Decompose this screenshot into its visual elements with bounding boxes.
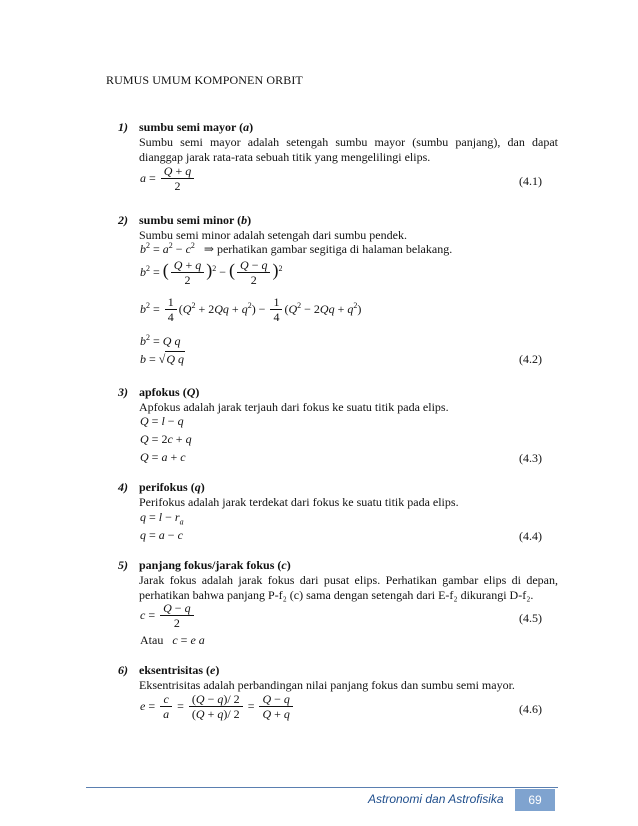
equation-4-3: Q = a + c (140, 450, 186, 464)
section-description: Perifokus adalah jarak terdekat dari fokus ke suatu titik pada elips. (139, 495, 459, 509)
section-number: 4) (118, 480, 128, 494)
section-description: Jarak fokus adalah jarak fokus dari pusat elips. Perhatikan gambar elips di depan, perhatikan bahwa panjang P-f₂ (c) sama dengan setengah dari E-f₂ dikurangi D-f₂. (139, 573, 558, 602)
equation-4-2: b = √Q q (140, 352, 185, 366)
section-variable: q (194, 480, 201, 494)
equation-number: (4.1) (519, 174, 542, 188)
section-number: 6) (118, 663, 128, 677)
equation-b-squared: $b^2$ = ( $\frac{Q + q}{2}$ )$^2$ − ( $\frac{Q - q}{2}$ )$^2$ (140, 258, 283, 287)
section-name: perifokus (139, 480, 188, 494)
equation-note: perhatikan gambar segitiga di halaman belakang. (216, 242, 453, 256)
section-name: panjang fokus/jarak fokus (139, 558, 275, 572)
equation-4-1: a = $\frac{Q + q}{2}$ (140, 165, 196, 193)
section-variable: a (243, 120, 250, 134)
equation-b-expanded: $b^2$ = $\frac{1}{4}$ $(Q^2 + 2Qq + q^2)$ − $\frac{1}{4}$ $(Q^2 - 2Qq + q^2)$ (140, 295, 362, 324)
section-description: Sumbu semi minor adalah setengah dari sumbu pendek. (139, 228, 407, 242)
section-number: 3) (118, 385, 128, 399)
section-number: 1) (118, 120, 128, 134)
equation-c-ea: Atau c = e a (140, 633, 205, 647)
section-name: eksentrisitas (139, 663, 203, 677)
equation-q-1: $q = l - r_a$ (140, 510, 184, 527)
section-description: Apfokus adalah jarak terjauh dari fokus ke suatu titik pada elips. (139, 400, 449, 414)
section-semi-major: 1) sumbu semi mayor (a) Sumbu semi mayor adalah setengah sumbu mayor (sumbu panjang), dan dapat dianggap jarak rata-rata sebuah titik yang mengelilingi elips. (118, 120, 558, 164)
equation-b-qq: $b^2 = Q$ q (140, 333, 181, 348)
section-number: 2) (118, 213, 128, 227)
section-focal-length: 5) panjang fokus/jarak fokus (c) Jarak fokus adalah jarak fokus dari pusat elips. Perhatikan gambar elips di depan, perhatikan bahwa panjang P-f₂ (c) sama dengan setengah dari E-f₂ dikurangi D-f₂. (118, 558, 558, 602)
equation-number: (4.2) (519, 352, 542, 366)
section-perifokus: 4) perifokus (q) Perifokus adalah jarak terdekat dari fokus ke suatu titik pada elips. (118, 480, 558, 510)
section-variable: e (210, 663, 216, 677)
footer-book-title: Astronomi dan Astrofisika (368, 792, 504, 806)
section-semi-minor: 2) sumbu semi minor (b) Sumbu semi minor adalah setengah dari sumbu pendek. (118, 213, 558, 243)
section-number: 5) (118, 558, 128, 572)
section-variable: Q (186, 385, 196, 399)
equation-pythagoras: $b^2 = a^2 - c^2$ ⇒ perhatikan gambar segitiga di halaman belakang. (140, 241, 453, 256)
page-title: RUMUS UMUM KOMPONEN ORBIT (106, 73, 303, 87)
equation-4-5: c = $\frac{Q - q}{2}$ (140, 602, 196, 630)
equation-number: (4.3) (519, 451, 542, 465)
section-name: sumbu semi minor (139, 213, 235, 227)
section-apfokus: 3) apfokus (Q) Apfokus adalah jarak terjauh dari fokus ke suatu titik pada elips. (118, 385, 558, 415)
page-number: 69 (515, 789, 555, 811)
equation-4-4: q = a − c (140, 528, 183, 542)
section-description: Eksentrisitas adalah perbandingan nilai panjang fokus dan sumbu semi mayor. (139, 678, 515, 692)
equation-Q-2: Q = 2c + q (140, 432, 192, 446)
section-description: Sumbu semi mayor adalah setengah sumbu mayor (sumbu panjang), dan dapat dianggap jarak rata-rata sebuah titik yang mengelilingi elips. (139, 135, 558, 164)
equation-number: (4.5) (519, 611, 542, 625)
section-variable: b (241, 213, 248, 227)
equation-4-6: e = $\frac{c}{a}$ = $\frac{(Q - q)/ 2}{(Q + q)/ 2}$ = $\frac{Q - q}{Q + q}$ (140, 693, 295, 721)
equation-Q-1: Q = l − q (140, 414, 184, 428)
footer-divider (86, 787, 558, 788)
section-variable: c (281, 558, 287, 572)
section-name: sumbu semi mayor (139, 120, 237, 134)
equation-number: (4.4) (519, 529, 542, 543)
section-eccentricity: 6) eksentrisitas (e) Eksentrisitas adalah perbandingan nilai panjang fokus dan sumbu semi mayor. (118, 663, 558, 693)
equation-number: (4.6) (519, 702, 542, 716)
section-name: apfokus (139, 385, 180, 399)
atau-label: Atau (140, 633, 164, 647)
